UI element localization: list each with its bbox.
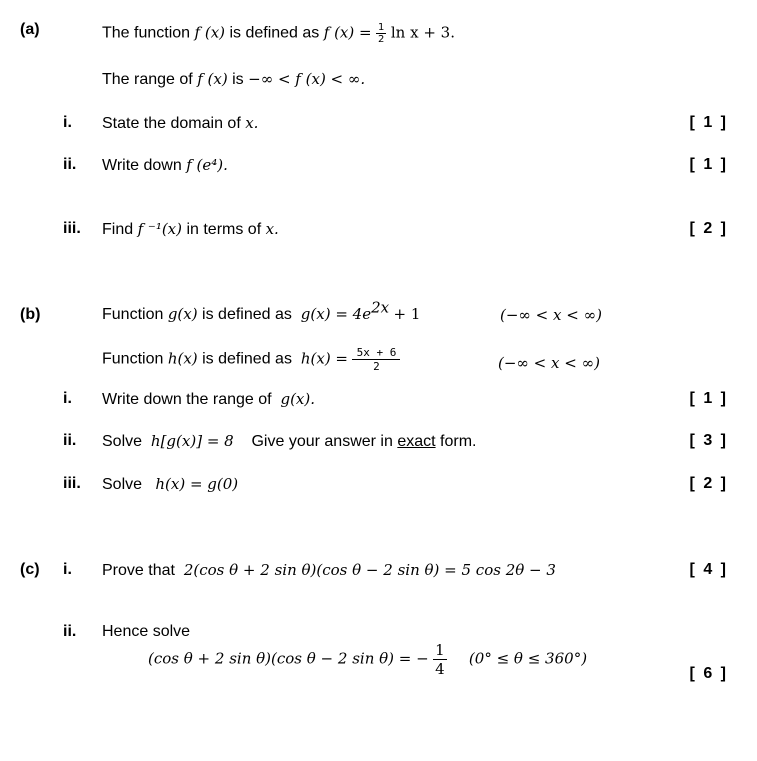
h-def-lhs: h(x) = <box>300 349 349 368</box>
marks-c-i: [ 4 ] <box>689 561 728 578</box>
range-text-2: is <box>232 71 244 88</box>
h-fraction <box>352 346 400 373</box>
question-text: Prove that <box>102 562 175 579</box>
marks-b-iii: [ 2 ] <box>689 475 728 492</box>
question-b-i-num: i. <box>63 390 72 407</box>
question-c-ii-num: ii. <box>63 623 77 640</box>
question-expr: g(x). <box>280 390 316 408</box>
question-b-i <box>102 390 315 409</box>
question-expr: 2(cos θ + 2 sin θ)(cos θ − 2 sin θ) = 5 cos 2θ − 3 <box>183 561 556 579</box>
part-b-label: (b) <box>20 306 41 323</box>
g-text-1: Function <box>102 306 164 323</box>
question-a-ii-num: ii. <box>63 156 77 173</box>
question-a-i <box>102 114 258 133</box>
fx-name: f (x) <box>194 23 225 42</box>
part-a-range <box>102 70 365 89</box>
question-text: Write down <box>102 157 182 174</box>
h-text-2: is defined as <box>202 350 292 368</box>
question-b-ii-num: ii. <box>63 432 77 449</box>
question-text: Write down the range of <box>102 391 272 408</box>
half-num: 1 <box>378 22 385 33</box>
question-text: Solve <box>102 433 143 450</box>
intro-text: The function <box>102 24 191 42</box>
question-c-ii-text: Hence solve <box>102 623 191 640</box>
h-num: 5x + 6 <box>356 346 397 359</box>
defined-text: is defined as <box>229 24 320 42</box>
marks-c-ii: [ 6 ] <box>689 665 728 682</box>
definition-lhs: f (x) = <box>323 23 372 42</box>
quarter-num: 1 <box>435 641 445 659</box>
question-a-i-num: i. <box>63 114 72 131</box>
marks-b-i: [ 1 ] <box>689 390 728 407</box>
question-b-iii-num: iii. <box>63 475 81 492</box>
question-expr: x. <box>245 114 259 132</box>
part-b-h-definition <box>102 346 400 373</box>
range-text-1: The range of <box>102 71 193 88</box>
quarter-den: 4 <box>435 660 445 678</box>
question-tail-underlined: exact <box>397 433 436 450</box>
question-text: in terms of <box>186 221 262 238</box>
equation-range: (0° ≤ θ ≤ 360°) <box>468 649 588 668</box>
question-expr-2: x. <box>265 220 279 238</box>
part-c-label: (c) <box>20 561 40 578</box>
range-fx: f (x) <box>197 70 228 88</box>
g-exp: 2x <box>371 298 390 317</box>
question-expr: f ⁻¹(x) <box>137 220 182 238</box>
g-def: g(x) = 4e <box>300 305 372 323</box>
question-c-i-num: i. <box>63 561 72 578</box>
question-tail-2: form. <box>440 433 477 450</box>
h-den: 2 <box>352 359 400 373</box>
question-text: Solve <box>102 476 143 493</box>
marks-a-ii: [ 1 ] <box>689 156 728 173</box>
question-a-iii-num: iii. <box>63 220 81 237</box>
question-text-pre: Find <box>102 221 134 238</box>
definition-rhs: ln x + 3. <box>390 23 455 42</box>
half-fraction <box>376 22 386 45</box>
part-a-label: (a) <box>20 21 40 38</box>
range-expr: −∞ < f (x) < ∞. <box>248 70 366 88</box>
marks-b-ii: [ 3 ] <box>689 432 728 449</box>
question-tail-1: Give your answer in <box>251 433 393 450</box>
part-b-g-definition <box>102 298 421 324</box>
question-b-ii <box>102 432 476 451</box>
question-a-ii <box>102 156 228 175</box>
question-c-ii-equation <box>148 641 587 678</box>
question-expr: h[g(x)] = 8 <box>150 432 234 450</box>
part-a-definition <box>102 22 455 45</box>
quarter-fraction <box>433 641 447 678</box>
h-text-1: Function <box>102 350 164 368</box>
question-a-iii <box>102 220 279 239</box>
question-expr: f (e⁴). <box>186 156 228 174</box>
h-domain: (−∞ < x < ∞) <box>498 354 600 372</box>
question-b-iii <box>102 475 238 494</box>
marks-a-iii: [ 2 ] <box>689 220 728 237</box>
half-den: 2 <box>378 34 385 45</box>
marks-a-i: [ 1 ] <box>689 114 728 131</box>
question-c-i <box>102 561 556 580</box>
question-text: State the domain of <box>102 115 241 132</box>
question-expr: h(x) = g(0) <box>155 475 239 493</box>
g-domain: (−∞ < x < ∞) <box>500 306 602 324</box>
g-name: g(x) <box>167 305 198 323</box>
h-name: h(x) <box>167 349 198 368</box>
g-def-tail: + 1 <box>393 305 421 323</box>
equation-lhs: (cos θ + 2 sin θ)(cos θ − 2 sin θ) = − <box>148 649 429 668</box>
g-text-2: is defined as <box>202 306 292 323</box>
